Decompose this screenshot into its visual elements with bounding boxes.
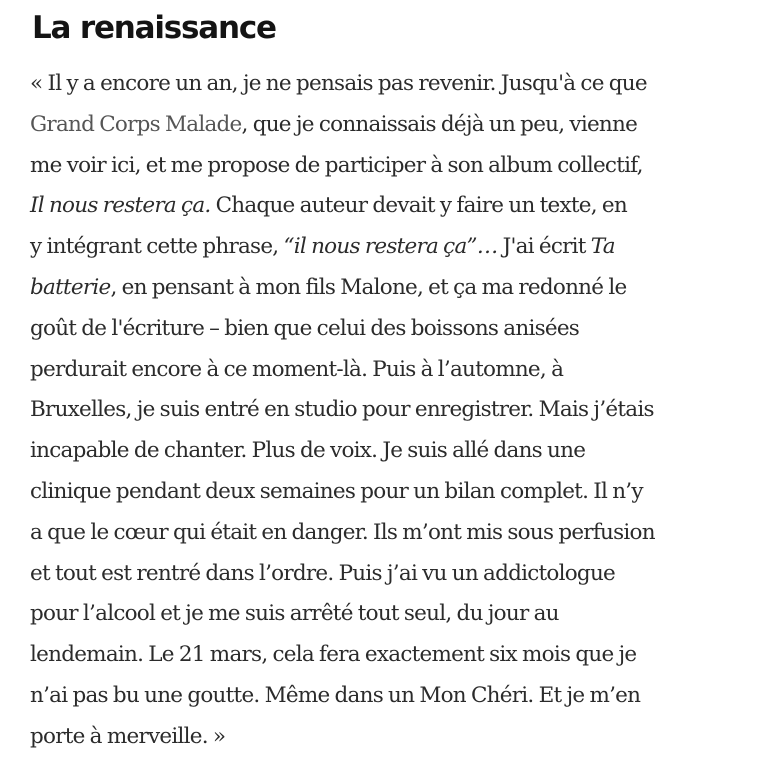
text-line: pour l’alcool et je me suis arrêté tout seul, du jour au bbox=[30, 601, 559, 627]
text-line bbox=[30, 105, 748, 146]
text-line bbox=[30, 227, 748, 268]
song-title-part: batterie bbox=[30, 274, 111, 300]
text-line: lendemain. Le 21 mars, cela fera exactement six mois que je bbox=[30, 642, 637, 668]
text-line: perdurait encore à ce moment-là. Puis à l’automne, à bbox=[30, 356, 564, 382]
song-title-part: Ta bbox=[590, 234, 615, 260]
text-line: porte à merveille. » bbox=[30, 723, 226, 749]
text-line bbox=[30, 186, 748, 227]
text-line: n’ai pas bu une goutte. Même dans un Mon Chéri. Et je m’en bbox=[30, 682, 641, 708]
text-line: incapable de chanter. Plus de voix. Je suis allé dans une bbox=[30, 438, 586, 464]
album-title: Il nous restera ça. bbox=[30, 193, 211, 219]
text-line: goût de l'écriture – bien que celui des boissons anisées bbox=[30, 315, 580, 341]
artist-link[interactable]: Grand Corps Malade bbox=[30, 111, 242, 137]
text-line bbox=[30, 268, 748, 309]
text-line: me voir ici, et me propose de participer à son album collectif, bbox=[30, 152, 643, 178]
text-segment: J'ai écrit bbox=[497, 234, 591, 260]
text-segment: , que je connaissais déjà un peu, vienne bbox=[241, 111, 638, 137]
text-segment: , en pensant à mon fils Malone, et ça ma redonné le bbox=[110, 274, 627, 300]
text-line: a que le cœur qui était en danger. Ils m’ont mis sous perfusion bbox=[30, 519, 655, 545]
quote-paragraph bbox=[30, 64, 748, 758]
text-segment: Chaque auteur devait y faire un texte, en bbox=[210, 193, 627, 219]
quoted-phrase: “il nous restera ça”… bbox=[283, 234, 498, 260]
section-heading: La renaissance bbox=[32, 10, 276, 46]
text-line: et tout est rentré dans l’ordre. Puis j’ai vu un addictologue bbox=[30, 560, 616, 586]
text-line: Bruxelles, je suis entré en studio pour enregistrer. Mais j’étais bbox=[30, 397, 654, 423]
text-line: clinique pendant deux semaines pour un bilan complet. Il n’y bbox=[30, 478, 643, 504]
text-line: « Il y a encore un an, je ne pensais pas revenir. Jusqu'à ce que bbox=[30, 71, 647, 96]
text-segment: y intégrant cette phrase, bbox=[30, 234, 284, 260]
